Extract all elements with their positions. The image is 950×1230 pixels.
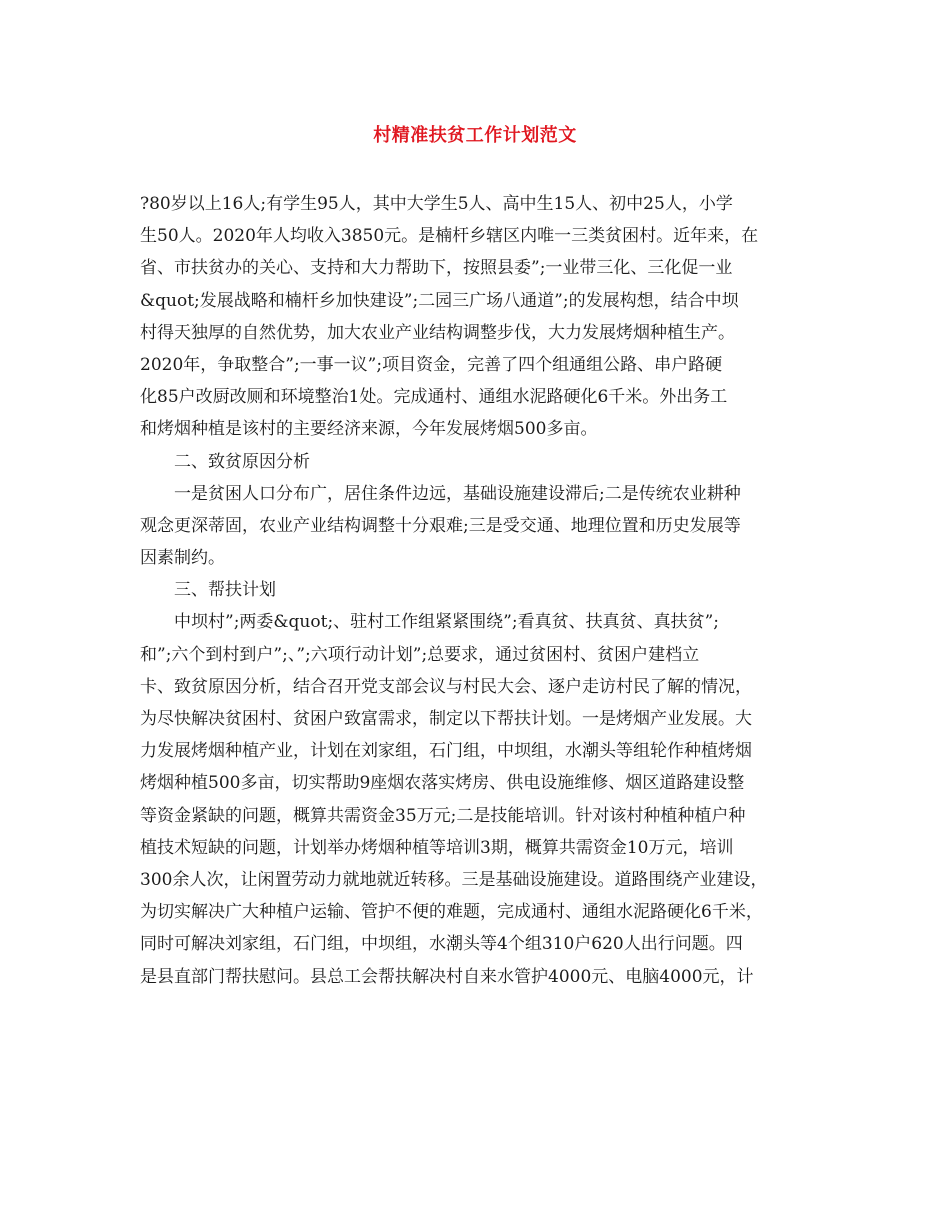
section-heading: 二、致贫原因分析 [174,451,310,472]
text-line: 生50人。2020年人均收入3850元。是楠杆乡辖区内唯一三类贫困村。近年来，在 [140,226,759,247]
document-title: 村精准扶贫工作计划范文 [373,125,577,146]
document-body [140,188,830,993]
text-line: ?80岁以上16人;有学生95人，其中大学生5人、高中生15人、初中25人，小学 [140,194,733,214]
text-line: 卡、致贫原因分析，结合召开党支部会议与村民大会、逐户走访村民了解的情况， [140,676,752,697]
text-line: 省、市扶贫办的关心、支持和大力帮助下，按照县委”;一业带三化、三化促一业 [140,258,733,279]
text-line: 观念更深蒂固，农业产业结构调整十分艰难;三是受交通、地理位置和历史发展等 [140,515,741,536]
text-line: 和烤烟种植是该村的主要经济来源，今年发展烤烟500多亩。 [140,419,598,440]
text-line: 300余人次，让闲置劳动力就地就近转移。三是基础设施建设。道路围绕产业建设， [140,869,768,890]
text-line: 为切实解决广大种植户运输、管护不便的难题，完成通村、通组水泥路硬化6千米， [140,902,763,923]
text-line: 一是贫困人口分布广，居住条件边远，基础设施建设滞后;二是传统农业耕种 [174,483,741,504]
text-line: 2020年，争取整合”;一事一议”;项目资金，完善了四个组通组公路、串户路硬 [140,354,723,375]
text-line: 同时可解决刘家组，石门组，中坝组，水潮头等4个组310户620人出行问题。四 [140,934,743,955]
text-line: 和”;六个到村到户”;、”;六项行动计划”;总要求，通过贫困村、贫困户建档立 [140,644,700,665]
text-line: &quot;发展战略和楠杆乡加快建设”;二园三广场八通道”;的发展构想，结合中坝 [140,290,739,311]
text-line: 村得天独厚的自然优势，加大农业产业结构调整步伐，大力发展烤烟种植生产。 [140,322,735,343]
text-line: 等资金紧缺的问题，概算共需资金35万元;二是技能培训。针对该村种植种植户种 [140,805,746,826]
text-line: 中坝村”;两委&quot;、驻村工作组紧紧围绕”;看真贫、扶真贫、真扶贫”; [174,612,720,633]
text-line: 力发展烤烟种植产业，计划在刘家组，石门组，中坝组，水潮头等组轮作种植烤烟 [140,741,752,762]
text-line: 植技术短缺的问题，计划举办烤烟种植等培训3期，概算共需资金10万元，培训 [140,837,734,858]
section-heading: 三、帮扶计划 [174,580,276,601]
text-line: 是县直部门帮扶慰问。县总工会帮扶解决村自来水管护4000元、电脑4000元，计 [140,966,754,987]
text-line: 烤烟种植500多亩，切实帮助9座烟农落实烤房、供电设施维修、烟区道路建设整 [140,773,745,794]
text-line: 化85户改厨改厕和环境整治1处。完成通村、通组水泥路硬化6千米。外出务工 [140,387,728,408]
text-line: 为尽快解决贫困村、贫困户致富需求，制定以下帮扶计划。一是烤烟产业发展。大 [140,709,752,729]
text-line: 因素制约。 [140,548,225,569]
